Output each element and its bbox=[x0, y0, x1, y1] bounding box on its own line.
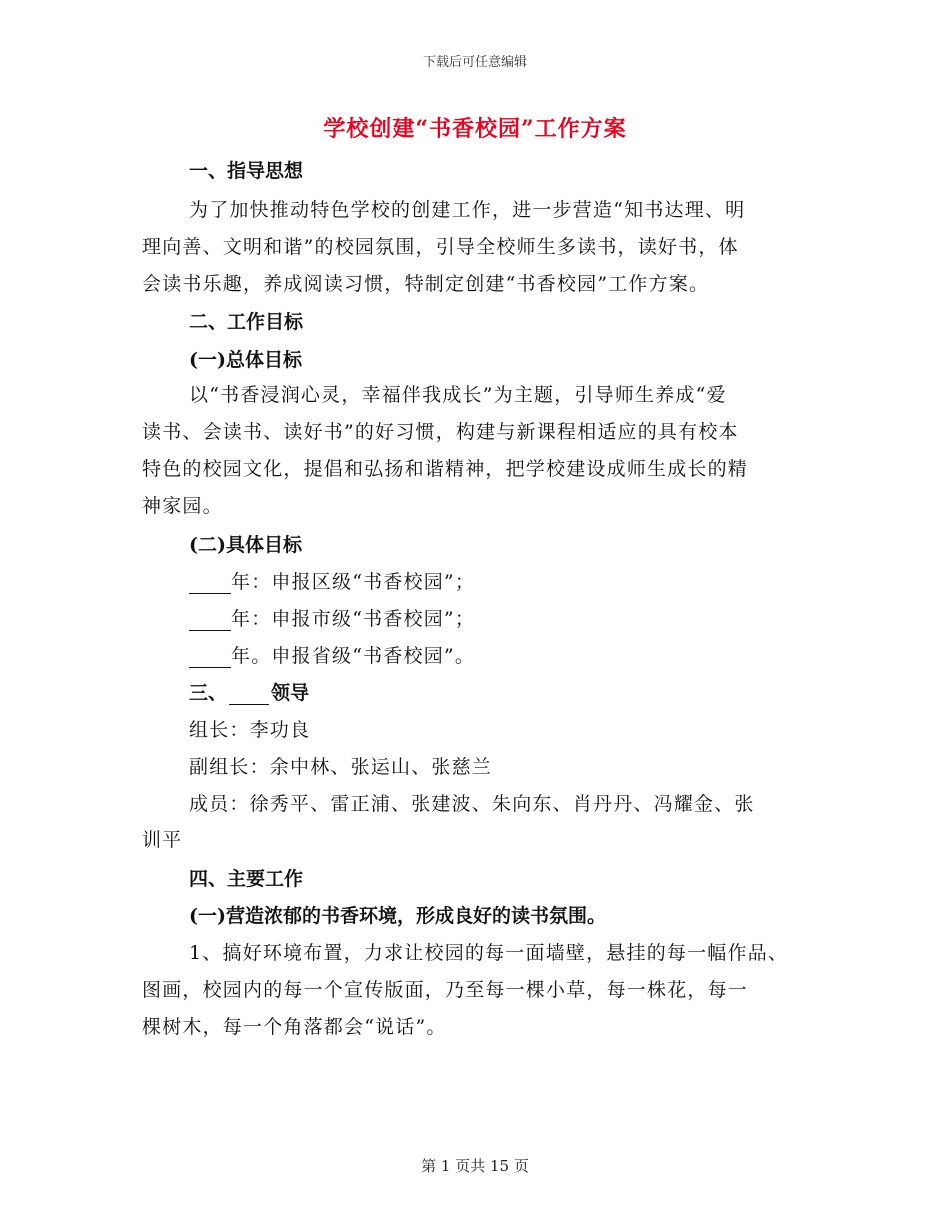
paragraph-line: 棵树木，每一个角落都会“说话”。 bbox=[142, 1016, 447, 1038]
goal-text: 年：申报市级“书香校园”； bbox=[231, 608, 476, 630]
year-blank bbox=[189, 608, 231, 631]
deputy-leaders-line: 副组长：余中林、张运山、张慈兰 bbox=[189, 756, 493, 778]
year-blank bbox=[189, 571, 231, 594]
paragraph-line: 神家园。 bbox=[142, 495, 223, 517]
goal-text: 年。申报省级“书香校园”。 bbox=[231, 645, 476, 667]
section-heading-guiding-ideology: 一、指导思想 bbox=[189, 160, 304, 182]
header-note: 下载后可任意编辑 bbox=[422, 55, 527, 70]
paragraph-line: 图画，校园内的每一个宣传版面，乃至每一棵小草，每一株花，每一 bbox=[142, 979, 749, 1001]
goal-text: 年：申报区级“书香校园”； bbox=[231, 571, 476, 593]
subheading-overall-goals: (一)总体目标 bbox=[189, 349, 302, 371]
paragraph-line: 读书、会读书、读好书”的好习惯，构建与新课程相适应的具有校本 bbox=[142, 421, 739, 443]
members-line: 成员：徐秀平、雷正浦、张建波、朱向东、肖丹丹、冯耀金、张 bbox=[189, 793, 755, 815]
page-number-footer: 第 1 页共 15 页 bbox=[421, 1157, 529, 1175]
members-line: 训平 bbox=[142, 829, 183, 851]
paragraph-line: 特色的校园文化，提倡和弘扬和谐精神，把学校建设成师生成长的精 bbox=[142, 458, 749, 480]
heading-blank bbox=[229, 682, 269, 705]
leader-line: 组长：李功良 bbox=[189, 719, 311, 741]
section-heading-leadership bbox=[189, 678, 309, 705]
paragraph-line: 为了加快推动特色学校的创建工作，进一步营造“知书达理、明 bbox=[189, 199, 746, 221]
section-heading-work-goals: 二、工作目标 bbox=[189, 311, 304, 333]
document-title: 学校创建“书香校园”工作方案 bbox=[323, 116, 627, 142]
goal-item bbox=[189, 641, 475, 668]
goal-item bbox=[189, 567, 475, 594]
heading-suffix: 领导 bbox=[271, 682, 310, 704]
paragraph-line: 会读书乐趣，养成阅读习惯，特制定创建“书香校园”工作方案。 bbox=[142, 273, 710, 295]
heading-prefix: 三、 bbox=[189, 682, 228, 704]
subheading-reading-atmosphere: (一)营造浓郁的书香环境，形成良好的读书氛围。 bbox=[189, 905, 606, 927]
subheading-specific-goals: (二)具体目标 bbox=[189, 534, 302, 556]
year-blank bbox=[189, 645, 231, 668]
goal-item bbox=[189, 604, 475, 631]
paragraph-line: 理向善、文明和谐”的校园氛围，引导全校师生多读书，读好书，体 bbox=[142, 236, 739, 258]
paragraph-line: 以“书香浸润心灵，幸福伴我成长”为主题，引导师生养成“爱 bbox=[189, 384, 727, 406]
paragraph-line: 1、搞好环境布置，力求让校园的每一面墙壁，悬挂的每一幅作品、 bbox=[189, 942, 789, 964]
section-heading-main-work: 四、主要工作 bbox=[189, 868, 304, 890]
